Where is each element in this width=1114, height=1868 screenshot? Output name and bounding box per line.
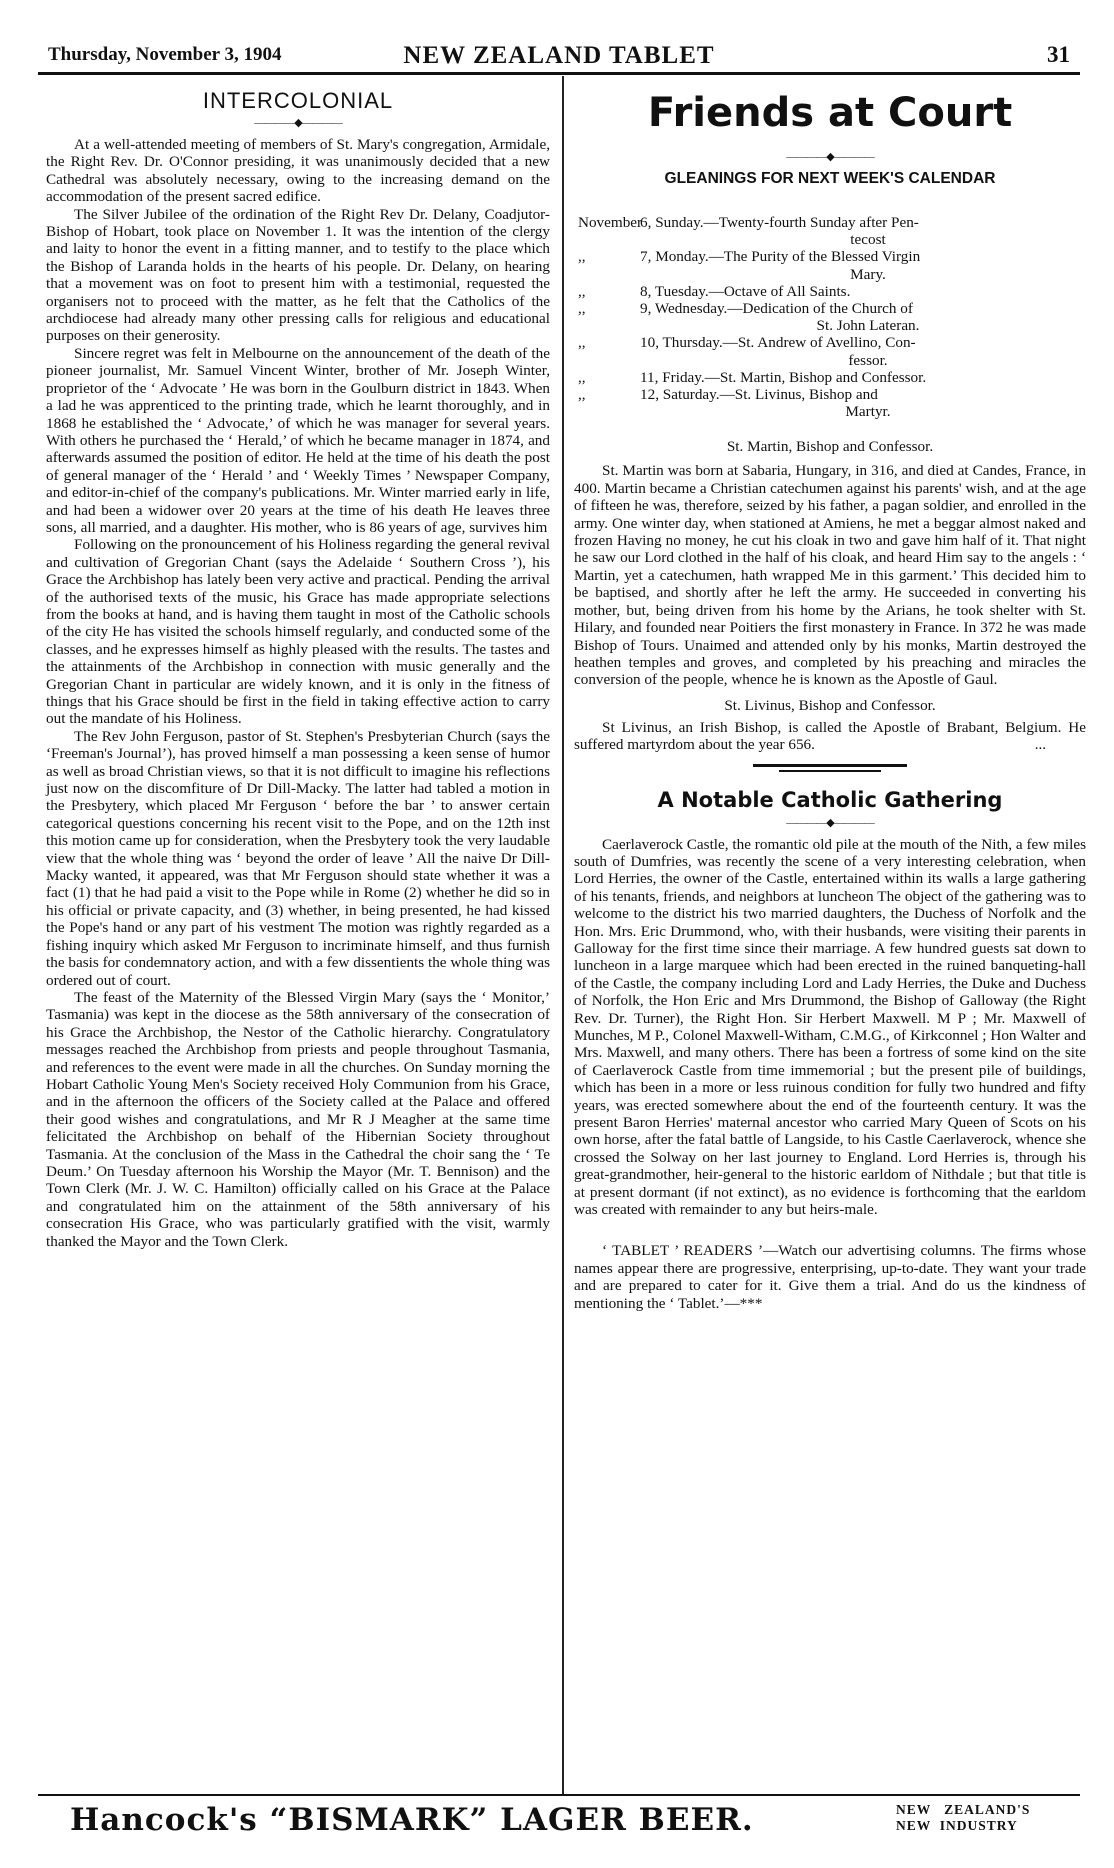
ad-tagline xyxy=(896,1802,1030,1834)
calendar-month: November xyxy=(578,214,643,231)
article-paragraph: Sincere regret was felt in Melbourne on the announcement of the death of the pioneer journalist, Mr. Samuel Vincent Winter, brother of Mr. Joseph Winter, proprietor of the ‘ Advocate ’ He was born in the Goulburn district in 1843. When a lad he was apprenticed to the printing trade, which he learnt thoroughly, and in 1868 he established the ‘ Advocate,’ of which he was manager for several years. With others he purchased the ‘ Herald,’ of which he became manager in 1874, and afterwards assumed the position of editor. He held at the time of his death the post of general manager of the ‘ Herald ’ and ‘ Weekly Times ’ Newspaper Company, and editor-in-chief of the company's publications. Mr. Winter married early in life, and had been a widower over 20 years at the time of his death He leaves three sons, all married, and a daughter. His mother, who is 86 years of age, survives him xyxy=(46,344,550,536)
calendar-continuation: Mary. xyxy=(850,265,886,283)
ditto-mark: ,, xyxy=(578,334,586,352)
st-martin-heading: St. Martin, Bishop and Confessor. xyxy=(726,438,934,456)
calendar-text: 9, Wednesday.—Dedication of the Church of xyxy=(640,300,913,318)
article-paragraph: Following on the pronouncement of his Holiness regarding the general revival and cultivation of Gregorian Chant (says the Adelaide ‘ Southern Cross ’), his Grace the Archbishop has lately been very active and practical. Pending the arrival of the authorised texts of the music, his Grace has made appropriate selections from the books at hand, and is having them taught in most of the Catholic schools of the city He has visited the schools himself regularly, and conducted some of the classes, and he expresses himself as highly pleased with the results. The tastes and the attainments of the Archbishop in connection with music generally and the Gregorian Chant in particular are widely known, and it is only in the fitness of things that his Grace should be first in the field in taking effective action to carry out the mandate of his Holiness. xyxy=(46,536,550,728)
newspaper-title: NEW ZEALAND TABLET xyxy=(403,42,715,69)
calendar-continuation: fessor. xyxy=(848,351,888,369)
section-divider-thin xyxy=(779,770,881,772)
heading-ornament: ————◆———— xyxy=(786,816,874,829)
notable-gathering-text: Caerlaverock Castle, the romantic old pile at the mouth of the Nith, a few miles south of Dumfries, was recently the scene of a very interesting celebration, when Lord Herries, the owner of the Castle, entertained within its walls a large gathering of his tenants, friends, and neighbors at luncheon The object of the gathering was to welcome to the district his two married daughters, the Duchess of Norfolk and the Hon. Mrs. Eric Drummond, who, with their husbands, were visiting their parents in Galloway for the first time since their marriage. A few hundred guests sat down to luncheon in a large marquee which had been erected in the ruined banqueting-hall of the Castle, the company including Lord and Lady Herries, the Duke and Duchess of Norfolk, the Hon Eric and Mrs Drummond, the Bishop of Galloway (the Right Rev. Dr. Turner), the Right Hon. Sir Herbert Maxwell. M P ; Mr. Maxwell of Munches, M P., Colonel Maxwell-Witham, C.M.G., of Kirkconnel ; Hon Walter and Mrs. Maxwell, and many others. There has been a fortress of some kind on the site of Caerlaverock Castle from time immemorial ; but the present pile of buildings, which has been in a more or less ruinous condition for fully two hundred and fifty years, was erected somewhere about the end of the fourteenth century. It was the present Baron Herries' maternal ancestor who carried Mary Queen of Scots on his own horse, after the fatal battle of Langside, to his Castle Caerlaverock, whence she crossed the Solway on her last journey to England. Lord Herries is, through his great-grandmother, heir-general to the historic earldom of Nithdale ; but that title is at present dormant (if not extinct), as no evidence is forthcoming that the earldom was created with remainder to any but heirs-male. xyxy=(574,835,1086,1219)
footer-advertisement xyxy=(70,1798,1070,1848)
ad-tagline-line: NEW INDUSTRY xyxy=(896,1818,1018,1833)
ditto-mark: ,, xyxy=(578,300,586,318)
article-paragraph: At a well-attended meeting of members of St. Mary's congregation, Armidale, the Right Rev. Dr. O'Connor presiding, it was unanimously decided that a new Cathedral was absolutely necessary, owing to the increasing demand on the accommodation of the present sacred edifice. xyxy=(46,136,550,206)
calendar-continuation: tecost xyxy=(850,231,886,249)
article-paragraph: The Silver Jubilee of the ordination of the Right Rev Dr. Delany, Coadjutor-Bishop of Hobart, took place on November 1. It was the intention of the clergy and laity to honor the event in a fitting manner, and to testify to the place which the Bishop of Laranda holds in the hearts of his people. Dr. Delany, on hearing that a movement was on foot to present him with a testimonial, requested the organisers not to proceed with the matter, as he felt that the Catholics of the archdiocese had already many other pressing calls for religious and educational purposes on their generosity. xyxy=(46,205,550,345)
ditto-mark: ,, xyxy=(578,386,586,404)
calendar-continuation: Martyr. xyxy=(845,403,891,421)
calendar-entry xyxy=(574,369,1086,386)
st-livinus-heading: St. Livinus, Bishop and Confessor. xyxy=(724,696,936,714)
trailing-dots: ... xyxy=(1034,736,1046,753)
article-paragraph: The Rev John Ferguson, pastor of St. Stephen's Presbyterian Church (says the ‘Freeman's Journal’), has proved himself a man possessing a keen sense of humor as well as broad Christian views, so that it is not difficult to imagine his reflections just now on the discomfiture of Dr Dill-Macky. The latter had tabled a motion in the Presbytery, which placed Mr Ferguson ‘ before the bar ’ to answer certain categorical questions concerning his recent visit to the Pope, and on the 12th inst this motion came up for consideration, when the Presbytery took the very laudable view that the whole thing was ‘ beyond the order of leave ’ All the naive Dr Dill-Macky wanted, it appeared, was that Mr Ferguson should state whether it was a fact (1) that he had paid a visit to the Pope while in Rome (2) whether he did so in his official or private capacity, and (3) whether, in being presented, he had kissed the Pope's hand or any part of his vestment The motion was rightly regarded as a fishing inquiry which asked Mr Ferguson to incriminate himself, and thus furnish the basis for condemnatory action, and with a few dissentients the whole thing was ordered out of court. xyxy=(46,727,550,989)
calendar-text: 6, Sunday.—Twenty-fourth Sunday after Pen- xyxy=(640,214,919,231)
calendar-entry xyxy=(574,386,1086,403)
calendar-entry xyxy=(574,283,1086,300)
calendar-subheading: GLEANINGS FOR NEXT WEEK'S CALENDAR xyxy=(664,170,996,187)
friends-at-court-heading: Friends at Court xyxy=(647,90,1013,136)
masthead xyxy=(38,40,1080,70)
st-martin-text: St. Martin was born at Sabaria, Hungary, in 316, and died at Candes, France, in 400. Martin became a Christian catechumen against his parents' wish, and at the age of fifteen he was, therefore, seized by his father, a pagan soldier, and enrolled in the army. One winter day, when stationed at Amiens, he met a beggar almost naked and frozen Having no money, he cut his cloak in two and gave him half of it. That night he saw our Lord clothed in the half of his cloak, and heard Him say to the angels : ‘ Martin, yet a catechumen, hath wrapped Me in this garment.’ This decided him to be baptised, and shortly after he left the army. He succeeded in converting his mother, but, being driven from his home by the Arians, he took shelter with St. Hilary, and founded near Poitiers the first monastery in France. In 372 he was made Bishop of Tours. Unaimed and attended only by his monks, Martin destroyed the heathen temples and groves, and completed by his preaching and miracles the conversion of the people, whence he is known as the Apostle of Gaul. xyxy=(574,462,1086,689)
calendar-text: 12, Saturday.—St. Livinus, Bishop and xyxy=(640,386,878,404)
calendar-list xyxy=(574,214,1086,420)
ditto-mark: ,, xyxy=(578,282,586,300)
section-divider-thick xyxy=(753,764,907,767)
heading-ornament: ————◆———— xyxy=(786,151,874,163)
ditto-mark: ,, xyxy=(578,368,586,386)
calendar-text: 7, Monday.—The Purity of the Blessed Virgin xyxy=(640,248,921,266)
article-paragraph: The feast of the Maternity of the Blessed Virgin Mary (says the ‘ Monitor,’ Tasmania) was kept in the diocese as the 58th anniversary of the consecration of his Grace the Archbishop, the Nestor of the Catholic hierarchy. Congratulatory messages reached the Archbishop from priests and people throughout Tasmania, and references to the event were made in all the churches. On Sunday morning the Hobart Catholic Young Men's Society received Holy Communion from his Grace, and in the afternoon the officers of the Society called at the Palace and offered their good wishes and congratulations, and Mr R J Meagher at the same time felicitated the Archbishop on behalf of the Hibernian Society throughout Tasmania. At the conclusion of the Mass in the Cathedral the choir sang the ‘ Te Deum.’ On Tuesday afternoon his Worship the Mayor (Mr. T. Bennison) and the Town Clerk (Mr. J. W. C. Hamilton) officially called on his Grace at the Palace and congratulated him on the attainment of the 58th anniversary of his consecration His Grace, who was particularly gratified with the visit, warmly thanked the Mayor and the Town Clerk. xyxy=(46,988,550,1250)
notable-gathering-heading: A Notable Catholic Gathering xyxy=(657,787,1003,812)
issue-date: Thursday, November 3, 1904 xyxy=(48,44,282,65)
ditto-mark: ,, xyxy=(578,248,586,266)
calendar-entry xyxy=(574,214,1086,231)
tablet-readers-notice: ‘ TABLET ’ READERS ’—Watch our advertising columns. The firms whose names appear there are progressive, enterprising, up-to-date. They want your trade and are prepared to cater for it. Give them a trial. And do us the kindness of mentioning the ‘ Tablet.’—*** xyxy=(574,1242,1086,1312)
calendar-continuation: St. John Lateran. xyxy=(816,317,920,335)
calendar-text: 10, Thursday.—St. Andrew of Avellino, Con- xyxy=(640,334,916,352)
calendar-entry xyxy=(574,334,1086,351)
page-number: 31 xyxy=(1047,42,1070,67)
column-divider xyxy=(562,76,564,1794)
ad-tagline-line: NEW ZEALAND'S xyxy=(896,1802,1031,1817)
masthead-rule xyxy=(38,72,1080,75)
heading-ornament: ————◆———— xyxy=(254,117,342,129)
left-column xyxy=(46,80,550,1250)
footer-rule xyxy=(38,1794,1080,1796)
st-livinus-text: St Livinus, an Irish Bishop, is called the Apostle of Brabant, Belgium. He suffered martyrdom about the year 656. xyxy=(574,718,1086,754)
calendar-entry xyxy=(574,300,1086,317)
calendar-entry xyxy=(574,248,1086,265)
right-column xyxy=(574,80,1086,1312)
lager-beer-ad: Hancock's “BISMARK” LAGER BEER. xyxy=(70,1802,754,1838)
calendar-text: 11, Friday.—St. Martin, Bishop and Confessor. xyxy=(640,368,927,386)
intercolonial-heading: INTERCOLONIAL xyxy=(202,88,394,113)
calendar-text: 8, Tuesday.—Octave of All Saints. xyxy=(640,282,851,300)
